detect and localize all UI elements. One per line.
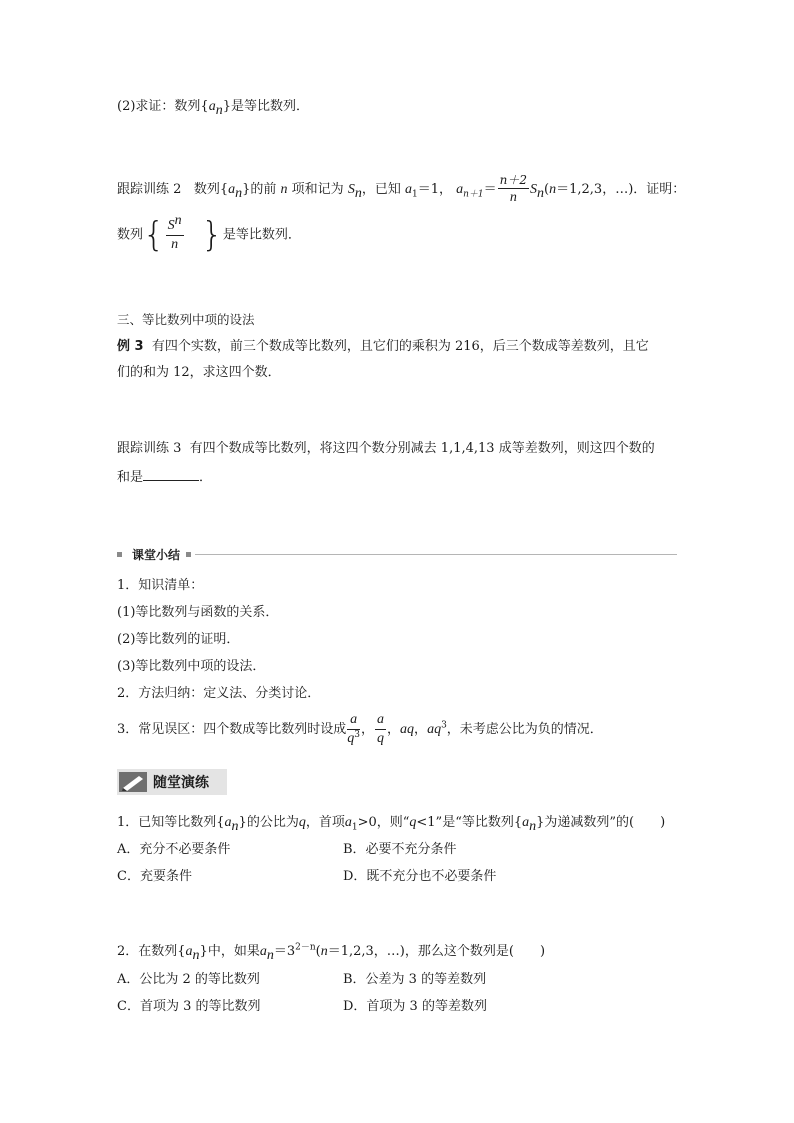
trace-exercise-2-line1 bbox=[117, 170, 685, 210]
question-2-option-b[interactable]: B．公差为 3 的等差数列 bbox=[343, 972, 487, 987]
text: ． bbox=[199, 470, 213, 485]
text: ，首项 bbox=[305, 815, 345, 830]
exercise-label: 跟踪训练 3 bbox=[117, 441, 182, 456]
text: }为递减数列”的( ) bbox=[536, 815, 666, 830]
var-a: a bbox=[259, 944, 267, 959]
text: ， bbox=[387, 722, 401, 737]
var-n: n bbox=[549, 182, 557, 197]
summary-item-2: 2．方法归纳：定义法、分类讨论． bbox=[117, 686, 321, 701]
var-a: a bbox=[185, 944, 193, 959]
text: 2．在数列{ bbox=[117, 944, 186, 959]
pencil-icon bbox=[119, 772, 147, 792]
text: ，已知 bbox=[361, 182, 401, 197]
term-aq3: aq bbox=[427, 722, 442, 737]
denominator: q bbox=[377, 731, 385, 746]
trace-exercise-3-line2 bbox=[117, 466, 212, 488]
text: ＝1， bbox=[417, 182, 452, 197]
question-2-option-a[interactable]: A．公比为 2 的等比数列 bbox=[117, 972, 260, 987]
text: }的公比为 bbox=[238, 815, 299, 830]
numerator: a bbox=[377, 712, 385, 727]
text: >0，则“ bbox=[357, 815, 410, 830]
var-S: S bbox=[530, 182, 538, 197]
text: ，未考虑公比为负的情况． bbox=[446, 722, 603, 737]
summary-item-1c: (3)等比数列中项的设法． bbox=[117, 659, 266, 674]
text: ＝3 bbox=[273, 944, 296, 959]
summary-item-1b: (2)等比数列的证明． bbox=[117, 632, 240, 647]
sub-n: n bbox=[235, 185, 243, 201]
denominator: q bbox=[347, 731, 355, 746]
var-q: q bbox=[298, 815, 306, 830]
text: 数列 bbox=[117, 227, 144, 243]
sub-n: n bbox=[215, 102, 223, 118]
sub-1: 1 bbox=[411, 189, 418, 200]
numerator: n＋2 bbox=[499, 173, 528, 187]
sup-3: 3 bbox=[354, 730, 361, 740]
text: }是等比数列． bbox=[222, 99, 309, 114]
trace-exercise-2-line2 bbox=[117, 212, 301, 255]
text: ＝1,2,3，…)．证明： bbox=[556, 182, 686, 197]
denominator: n bbox=[171, 236, 179, 252]
left-brace: { bbox=[143, 215, 165, 255]
example-3-line1 bbox=[117, 337, 649, 357]
sub-n: n bbox=[354, 185, 362, 201]
text: 数列{ bbox=[193, 182, 229, 197]
sub-n: n bbox=[266, 947, 274, 963]
text: 项和记为 bbox=[291, 182, 344, 197]
answer-blank[interactable] bbox=[143, 466, 199, 481]
numerator: S bbox=[167, 217, 175, 233]
fraction-n-plus-2-over-n bbox=[498, 174, 529, 205]
exponent: 2－n bbox=[295, 942, 316, 953]
divider bbox=[195, 554, 677, 555]
proof-part-2 bbox=[117, 97, 309, 117]
var-n: n bbox=[280, 182, 288, 197]
sub-n: n bbox=[537, 185, 545, 201]
question-1-option-c[interactable]: C．充要条件 bbox=[117, 869, 192, 884]
question-1-option-d[interactable]: D．既不充分也不必要条件 bbox=[343, 869, 497, 884]
summary-title: 课堂小结 bbox=[132, 547, 181, 562]
summary-item-1a: (1)等比数列与函数的关系． bbox=[117, 605, 279, 620]
practice-header bbox=[117, 769, 227, 795]
question-2-option-c[interactable]: C．首项为 3 的等比数列 bbox=[117, 999, 261, 1014]
exercise-label: 跟踪训练 2 bbox=[117, 182, 182, 197]
example-label: 例 3 bbox=[117, 339, 144, 354]
trace-exercise-3-line1 bbox=[117, 439, 655, 459]
question-2-option-d[interactable]: D．首项为 3 的等差数列 bbox=[343, 999, 487, 1014]
example-3-line2: 们的和为 12，求这四个数． bbox=[117, 365, 281, 380]
var-a: a bbox=[224, 815, 232, 830]
text: 有四个数成等比数列，将这四个数分别减去 1,1,4,13 成等差数列，则这四个数的 bbox=[189, 441, 655, 456]
term-aq: aq bbox=[400, 722, 415, 737]
text: ， bbox=[414, 722, 428, 737]
text: ＝ bbox=[483, 182, 497, 197]
summary-item-1: 1．知识清单： bbox=[117, 578, 204, 593]
var-n: n bbox=[320, 944, 328, 959]
sub-n: n bbox=[192, 947, 200, 963]
right-brace: } bbox=[201, 215, 223, 255]
var-a: a bbox=[344, 815, 352, 830]
square-bullet-icon bbox=[186, 552, 191, 557]
text: 和是 bbox=[117, 470, 144, 485]
question-2-stem bbox=[117, 942, 545, 962]
denominator: n bbox=[509, 190, 517, 205]
question-1-option-b[interactable]: B．必要不充分条件 bbox=[343, 842, 457, 857]
text: 有四个实数，前三个数成等比数列，且它们的乘积为 216，后三个数成等差数列，且它 bbox=[151, 339, 649, 354]
numerator: a bbox=[350, 712, 358, 727]
fraction-a-over-q3 bbox=[347, 713, 360, 746]
text: }的前 bbox=[242, 182, 277, 197]
text: ( bbox=[315, 944, 321, 959]
var-a: a bbox=[456, 182, 464, 197]
sup-3: 3 bbox=[441, 720, 447, 731]
practice-title: 随堂演练 bbox=[153, 775, 209, 791]
fraction-Sn-over-n bbox=[166, 212, 184, 252]
text: (2)求证：数列{ bbox=[117, 99, 209, 114]
square-bullet-icon bbox=[117, 552, 122, 557]
sup-n: n bbox=[174, 212, 182, 228]
var-a: a bbox=[208, 99, 216, 114]
text: ， bbox=[361, 722, 375, 737]
question-1-stem bbox=[117, 813, 665, 833]
sub-1: 1 bbox=[351, 822, 358, 833]
summary-header bbox=[117, 544, 677, 564]
var-q: q bbox=[409, 815, 417, 830]
text: 1．已知等比数列{ bbox=[117, 815, 225, 830]
sub-n: n bbox=[529, 818, 537, 834]
text: }中，如果 bbox=[199, 944, 260, 959]
sub-n: n bbox=[231, 818, 239, 834]
var-a: a bbox=[228, 182, 236, 197]
var-a: a bbox=[404, 182, 412, 197]
question-1-option-a[interactable]: A．充分不必要条件 bbox=[117, 842, 231, 857]
var-S: S bbox=[347, 182, 355, 197]
text: ( bbox=[544, 182, 550, 197]
text: 3．常见误区：四个数成等比数列时设成 bbox=[117, 722, 347, 737]
section-3-heading: 三、等比数列中项的设法 bbox=[117, 312, 255, 327]
sub-n-plus-1: n＋1 bbox=[463, 189, 484, 200]
text: 是等比数列． bbox=[222, 227, 301, 243]
fraction-a-over-q bbox=[375, 713, 386, 746]
text: <1”是“等比数列{ bbox=[416, 815, 523, 830]
var-a: a bbox=[522, 815, 530, 830]
summary-item-3 bbox=[117, 712, 603, 748]
text: ＝1,2,3，…)，那么这个数列是( ) bbox=[327, 944, 546, 959]
